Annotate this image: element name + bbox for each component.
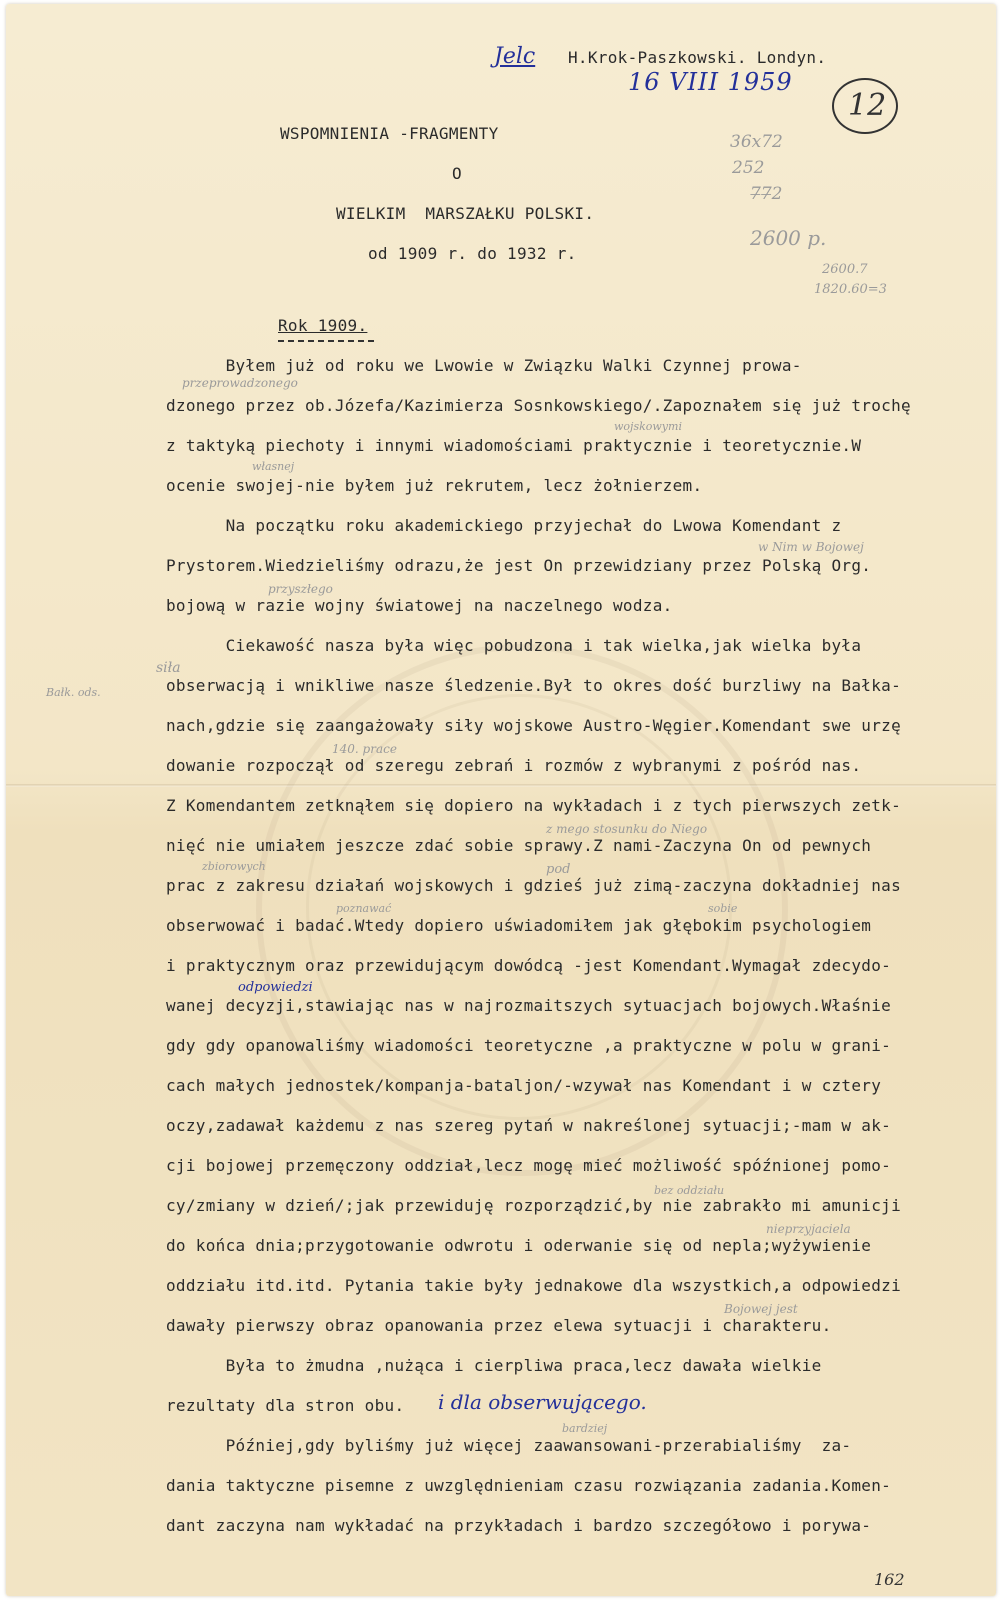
body-line: ocenie swojej-nie byłem już rekrutem, lecz żołnierzem.: [166, 476, 703, 495]
pencil-insertion: w Nim w Bojowej: [758, 540, 864, 554]
document-page: [6, 4, 996, 1596]
pencil-insertion: z mego stosunku do Niego: [546, 822, 708, 836]
pencil-calc: 252: [732, 158, 765, 178]
page-fold-crease: [6, 784, 996, 787]
blue-insertion: odpowiedzi: [238, 980, 313, 995]
pencil-insertion: własnej: [252, 460, 295, 473]
pencil-insertion: pod: [546, 862, 571, 877]
body-line: gdy gdy opanowaliśmy wiadomości teoretyczne ,a praktyczne w polu w grani-: [166, 1036, 892, 1055]
pencil-calc: 1820.60=3: [814, 282, 887, 297]
body-line: wanej decyzji,stawiając nas w najrozmaitszych sytuacjach bojowych.Właśnie: [166, 996, 892, 1015]
body-line: Ciekawość nasza była więc pobudzona i tak wielka,jak wielka była: [166, 636, 862, 655]
body-line: z taktyką piechoty i innymi wiadomościami praktycznie i teoretycznie.W: [166, 436, 862, 455]
body-line: Z Komendantem zetknąłem się dopiero na wykładach i z tych pierwszych zetk-: [166, 796, 902, 815]
pencil-calc: 2600.7: [822, 262, 868, 277]
body-line: nach,gdzie się zaangażowały siły wojskowe Austro-Węgier.Komendant swe urzę: [166, 716, 902, 735]
page-number: 12: [848, 88, 887, 123]
body-line: cji bojowej przemęczony oddział,lecz mogę mieć możliwość spóźnionej pomo-: [166, 1156, 892, 1175]
pencil-insertion: 140. prace: [332, 742, 397, 756]
pencil-calc: 7̶7̶2: [750, 184, 783, 204]
pencil-calc: 2600 p.: [750, 226, 827, 250]
body-line: dawały pierwszy obraz opanowania przez elewa sytuacji i charakteru.: [166, 1316, 832, 1335]
body-line: i praktycznym oraz przewidującym dowódcą -jest Komendant.Wymagał zdecydo-: [166, 956, 892, 975]
body-line: nięć nie umiałem jeszcze zdać sobie sprawy.Z nami-Zaczyna On od pewnych: [166, 836, 872, 855]
title-line: od 1909 r. do 1932 r.: [368, 244, 577, 263]
body-line: oczy,zadawał każdemu z nas szereg pytań w nakreślonej sytuacji;-mam w ak-: [166, 1116, 892, 1135]
pencil-insertion: bez oddziału: [654, 1184, 725, 1197]
heading-dashed-underline: [278, 340, 374, 342]
pencil-insertion: zbiorowych: [202, 860, 266, 873]
body-line: Na początku roku akademickiego przyjechał do Lwowa Komendant z: [166, 516, 842, 535]
body-line: obserwacją i wnikliwe nasze śledzenie.Był to okres dość burzliwy na Bałka-: [166, 676, 902, 695]
pencil-insertion: poznawać: [336, 902, 392, 915]
pencil-insertion: przyszłego: [268, 582, 333, 596]
body-line: cach małych jednostek/kompanja-bataljon/-wzywał nas Komendant i w cztery: [166, 1076, 882, 1095]
body-line: obserwować i badać.Wtedy dopiero uświadomiłem jak głębokim psychologiem: [166, 916, 872, 935]
pencil-insertion: Bojowej jest: [724, 1302, 798, 1316]
body-line: oddziału itd.itd. Pytania takie były jednakowe dla wszystkich,a odpowiedzi: [166, 1276, 902, 1295]
body-line: do końca dnia;przygotowanie odwrotu i oderwanie się od nepla;wyżywienie: [166, 1236, 872, 1255]
pencil-insertion: przeprowadzonego: [182, 376, 298, 390]
body-line: dzonego przez ob.Józefa/Kazimierza Sosnkowskiego/.Zapoznałem się już trochę: [166, 396, 911, 415]
body-line: dania taktyczne pisemne z uwzględnieniam czasu rozwiązania zadania.Komen-: [166, 1476, 892, 1495]
blue-insertion: i dla obserwującego.: [438, 1390, 647, 1414]
pencil-calc: 36x72: [730, 132, 783, 152]
body-line: Prystorem.Wiedzieliśmy odrazu,że jest On przewidziany przez Polską Org.: [166, 556, 872, 575]
margin-note: Bałk. ods.: [46, 686, 101, 699]
body-line: Później,gdy byliśmy już więcej zaawansowani-przerabialiśmy za-: [166, 1436, 852, 1455]
body-line: dowanie rozpoczął od szeregu zebrań i rozmów z wybranymi z pośród nas.: [166, 756, 862, 775]
body-line: Była to żmudna ,nużąca i cierpliwa praca,lecz dawała wielkie: [166, 1356, 822, 1375]
bottom-page-note: 162: [874, 1570, 905, 1589]
title-line: WSPOMNIENIA -FRAGMENTY: [280, 124, 499, 143]
pencil-insertion: siła: [156, 660, 181, 676]
body-line: prac z zakresu działań wojskowych i gdzieś już zimą-zaczyna dokładniej nas: [166, 876, 902, 895]
body-line: bojową w razie wojny światowej na naczelnego wodza.: [166, 596, 673, 615]
author-line: H.Krok-Paszkowski. Londyn.: [568, 48, 827, 67]
ref-note: Jelc: [494, 44, 536, 69]
section-heading: Rok 1909.: [278, 316, 368, 335]
body-line: rezultaty dla stron obu.: [166, 1396, 405, 1415]
title-line: O: [452, 164, 462, 183]
body-line: cy/zmiany w dzień/;jak przewiduję rozporządzić,by nie zabrakło mi amunicji: [166, 1196, 902, 1215]
pencil-insertion: sobie: [708, 902, 738, 915]
pencil-insertion: bardziej: [562, 1422, 608, 1435]
title-line: WIELKIM MARSZAŁKU POLSKI.: [336, 204, 595, 223]
pencil-insertion: wojskowymi: [614, 420, 682, 433]
body-line: dant zaczyna nam wykładać na przykładach i bardzo szczegółowo i porywa-: [166, 1516, 872, 1535]
body-line: Byłem już od roku we Lwowie w Związku Walki Czynnej prowa-: [166, 356, 802, 375]
date-note: 16 VIII 1959: [628, 68, 793, 96]
pencil-insertion: nieprzyjaciela: [766, 1222, 851, 1236]
